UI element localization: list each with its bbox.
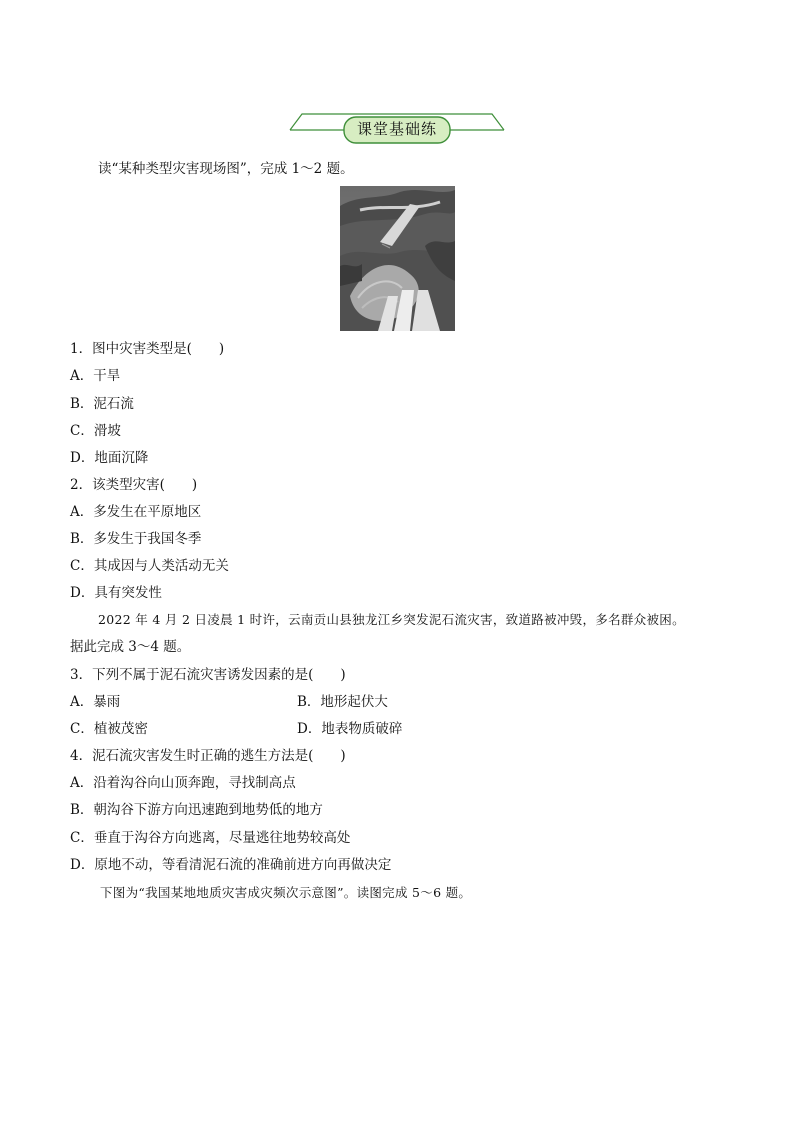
question-2-option-b: B．多发生于我国冬季	[70, 531, 202, 547]
question-3-stem: 3．下列不属于泥石流灾害诱发因素的是( )	[70, 667, 346, 683]
question-2-option-a: A．多发生在平原地区	[70, 504, 202, 520]
intro-text-2: 下图为“我国某地地质灾害成灾频次示意图”。读图完成 5～6 题。	[100, 885, 472, 900]
question-1-option-c: C．滑坡	[70, 423, 121, 439]
section-banner	[288, 112, 506, 146]
section-title: 课堂基础练	[356, 120, 437, 138]
question-4-stem: 4．泥石流灾害发生时正确的逃生方法是( )	[70, 748, 346, 764]
question-4-option-c: C．垂直于沟谷方向逃离，尽量逃往地势较高处	[70, 830, 351, 846]
question-4-option-a: A．沿着沟谷向山顶奔跑，寻找制高点	[70, 775, 296, 791]
question-1-stem: 1．图中灾害类型是( )	[70, 341, 225, 357]
question-3-option-d: D．地表物质破碎	[297, 721, 403, 737]
question-3-option-b: B．地形起伏大	[297, 694, 388, 710]
question-1-option-b: B．泥石流	[70, 396, 134, 412]
question-2-stem: 2．该类型灾害( )	[70, 477, 198, 493]
intro-text-1: 读“某种类型灾害现场图”，完成 1～2 题。	[98, 161, 354, 177]
question-1-option-a: A．干旱	[70, 368, 121, 384]
question-3-option-c: C．植被茂密	[70, 721, 148, 737]
passage-line-2: 据此完成 3～4 题。	[70, 639, 191, 655]
passage-line-1: 2022 年 4 月 2 日凌晨 1 时许，云南贡山县独龙江乡突发泥石流灾害，致道路被冲毁，多名群众被困。	[98, 612, 685, 627]
question-3-option-a: A．暴雨	[70, 694, 121, 710]
question-4-option-b: B．朝沟谷下游方向迅速跑到地势低的地方	[70, 802, 323, 818]
question-1-option-d: D．地面沉降	[70, 450, 149, 466]
question-4-option-d: D．原地不动，等看清泥石流的准确前进方向再做决定	[70, 857, 392, 873]
question-2-option-c: C．其成因与人类活动无关	[70, 558, 229, 574]
disaster-scene-photo	[340, 186, 455, 331]
question-2-option-d: D．具有突发性	[70, 585, 162, 601]
